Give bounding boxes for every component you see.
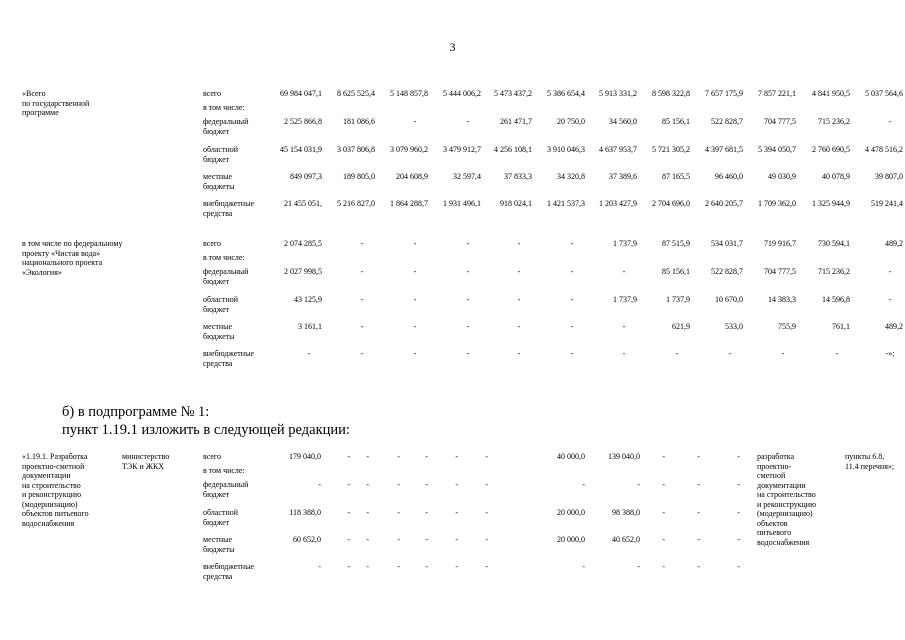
table-cell: 3 910 046,3 xyxy=(547,145,585,154)
table-cell: - xyxy=(347,452,350,461)
table-cell: 621,9 xyxy=(672,322,690,331)
table-cell: - xyxy=(425,535,428,544)
table-cell: - xyxy=(366,562,369,571)
table-cell: 39 807,0 xyxy=(875,172,903,181)
source-label: всего xyxy=(203,239,222,248)
table-cell: - xyxy=(517,322,521,331)
source-label: областной бюджет xyxy=(203,508,239,527)
table-cell: - xyxy=(737,508,740,517)
table-cell: 8 625 525,4 xyxy=(337,89,375,98)
table-cell: - xyxy=(781,349,785,358)
table-cell: 849 097,3 xyxy=(290,172,322,181)
table-cell: 45 154 031,9 xyxy=(280,145,322,154)
table-cell: 1 737,9 xyxy=(613,239,637,248)
block2-label: в том числе по федеральному проекту «Чистая вода» национального проекта «Экология» xyxy=(22,239,123,277)
table-cell: 1 931 496,1 xyxy=(443,199,481,208)
heading-line-2: пункт 1.19.1 изложить в следующей редакции: xyxy=(62,422,350,438)
table-cell: 534 031,7 xyxy=(711,239,743,248)
table-cell: 489,2 xyxy=(885,322,903,331)
source-label: всего xyxy=(203,89,222,98)
block1-label: «Всего по государственной программе xyxy=(22,89,90,117)
table-cell: 14 383,3 xyxy=(768,295,796,304)
table-cell: 715 236,2 xyxy=(818,117,850,126)
table-cell: - xyxy=(582,562,585,571)
source-label: областной бюджет xyxy=(203,145,239,164)
table-cell: 2 074 285,5 xyxy=(284,239,322,248)
table-cell: 1 737,9 xyxy=(613,295,637,304)
table-cell: 34 320,8 xyxy=(557,172,585,181)
table-cell: 85 156,1 xyxy=(662,267,690,276)
table-cell: - xyxy=(485,535,488,544)
table-cell: 7 657 175,9 xyxy=(705,89,743,98)
table-cell: 704 777,5 xyxy=(764,267,796,276)
table-cell: 761,1 xyxy=(832,322,850,331)
table-cell: - xyxy=(425,452,428,461)
table-cell: 7 857 221,1 xyxy=(758,89,796,98)
source-label: местные бюджеты xyxy=(203,535,235,554)
source-label: федеральный бюджет xyxy=(203,267,249,286)
table-cell: 49 030,9 xyxy=(768,172,796,181)
table-cell: 522 828,7 xyxy=(711,117,743,126)
source-label: всего xyxy=(203,452,222,461)
table-cell: - xyxy=(637,480,640,489)
table-cell: - xyxy=(366,480,369,489)
source-label: федеральный бюджет xyxy=(203,480,249,499)
result-label: разработка проектно- сметной документации на строительство и реконструкцию (модернизацию) объектов питьевого водоснабжения xyxy=(757,452,817,547)
table-cell: - xyxy=(366,508,369,517)
table-cell: 3 037 806,8 xyxy=(337,145,375,154)
table-cell: 1 421 537,3 xyxy=(547,199,585,208)
table-cell: 3 479 912,7 xyxy=(443,145,481,154)
table-cell: - xyxy=(737,480,740,489)
table-cell: - xyxy=(360,295,364,304)
table-cell: 2 760 690,5 xyxy=(812,145,850,154)
table-cell: 489,2 xyxy=(885,239,903,248)
table-cell: 5 386 654,4 xyxy=(547,89,585,98)
table-cell: 5 148 857,8 xyxy=(390,89,428,98)
table-cell: - xyxy=(697,480,700,489)
table-cell: - xyxy=(397,535,400,544)
table-cell: 43 125,9 xyxy=(294,295,322,304)
table-cell: 85 156,1 xyxy=(662,117,690,126)
table-cell: - xyxy=(662,452,665,461)
table-cell: - xyxy=(397,480,400,489)
table-cell: - xyxy=(455,480,458,489)
table-cell: - xyxy=(347,480,350,489)
table-cell: - xyxy=(517,349,521,358)
table-cell: - xyxy=(360,239,364,248)
source-label: внебюджетные средства xyxy=(203,562,254,581)
table-cell: - xyxy=(517,267,521,276)
table-cell: - xyxy=(622,322,626,331)
table-cell: - xyxy=(485,452,488,461)
table-cell: 5 913 331,2 xyxy=(599,89,637,98)
block3-label: «1.19.1. Разработка проектно-сметной документации на строительство и реконструкцию (модернизацию) объектов питьевого водоснабжения xyxy=(22,452,89,528)
table-cell: 519 241,4 xyxy=(871,199,903,208)
table-cell: - xyxy=(835,349,839,358)
table-cell: 533,0 xyxy=(725,322,743,331)
table-cell: 87 515,9 xyxy=(662,239,690,248)
table-cell: 1 709 362,0 xyxy=(758,199,796,208)
table-cell: 34 560,0 xyxy=(609,117,637,126)
table-cell: - xyxy=(637,562,640,571)
table-cell: 4 841 950,5 xyxy=(812,89,850,98)
table-cell: 139 040,0 xyxy=(608,452,640,461)
table-cell: 5 216 827,0 xyxy=(337,199,375,208)
table-cell: - xyxy=(466,349,470,358)
table-cell: - xyxy=(888,295,892,304)
table-cell: - xyxy=(485,562,488,571)
table-cell: 704 777,5 xyxy=(764,117,796,126)
table-cell: - xyxy=(570,322,574,331)
table-cell: 4 637 953,7 xyxy=(599,145,637,154)
table-cell: 69 984 047,1 xyxy=(280,89,322,98)
table-cell: 4 256 108,1 xyxy=(494,145,532,154)
table-cell: 14 596,8 xyxy=(822,295,850,304)
table-cell: - xyxy=(697,535,700,544)
table-cell: 37 389,6 xyxy=(609,172,637,181)
table-cell: 2 027 998,5 xyxy=(284,267,322,276)
table-cell: - xyxy=(425,480,428,489)
table-cell: - xyxy=(347,508,350,517)
table-cell: - xyxy=(413,322,417,331)
table-cell: - xyxy=(466,322,470,331)
table-cell: - xyxy=(697,562,700,571)
table-cell: - xyxy=(455,508,458,517)
table-cell: 20 000,0 xyxy=(557,508,585,517)
table-cell: - xyxy=(517,295,521,304)
table-cell: 5 473 437,2 xyxy=(494,89,532,98)
table-cell: - xyxy=(366,535,369,544)
table-cell: 522 828,7 xyxy=(711,267,743,276)
table-cell: - xyxy=(455,452,458,461)
table-cell: 40 000,0 xyxy=(557,452,585,461)
table-cell: 2 640 205,7 xyxy=(705,199,743,208)
table-cell: 918 024,1 xyxy=(500,199,532,208)
table-cell: - xyxy=(662,508,665,517)
source-label: внебюджетные средства xyxy=(203,199,254,218)
table-cell: - xyxy=(737,535,740,544)
table-cell: - xyxy=(455,562,458,571)
table-cell: - xyxy=(662,480,665,489)
table-cell: 98 388,0 xyxy=(612,508,640,517)
table-cell: - xyxy=(360,349,364,358)
table-cell: 3 161,1 xyxy=(298,322,322,331)
table-cell: 179 040,0 xyxy=(289,452,321,461)
table-cell: - xyxy=(318,562,321,571)
table-cell: - xyxy=(662,562,665,571)
table-cell: - xyxy=(697,452,700,461)
table-cell: 5 444 006,2 xyxy=(443,89,481,98)
table-cell: - xyxy=(662,535,665,544)
table-cell: - xyxy=(570,239,574,248)
table-cell: 20 000,0 xyxy=(557,535,585,544)
source-label: областной бюджет xyxy=(203,295,239,314)
table-cell: - xyxy=(307,349,311,358)
table-cell: - xyxy=(466,117,470,126)
table-cell: 40 078,9 xyxy=(822,172,850,181)
table-cell: - xyxy=(466,239,470,248)
table-cell: - xyxy=(413,295,417,304)
table-cell: -»; xyxy=(885,349,895,358)
table-cell: 3 079 960,2 xyxy=(390,145,428,154)
table-cell: - xyxy=(622,349,626,358)
table-cell: 4 397 681,5 xyxy=(705,145,743,154)
table-cell: - xyxy=(318,480,321,489)
table-cell: 719 916,7 xyxy=(764,239,796,248)
table-cell: 1 325 944,9 xyxy=(812,199,850,208)
executor-label: министерство ТЭК и ЖКХ xyxy=(122,452,170,471)
table-cell: 60 652,0 xyxy=(293,535,321,544)
table-cell: 5 037 564,6 xyxy=(865,89,903,98)
table-cell: - xyxy=(466,267,470,276)
table-cell: - xyxy=(697,508,700,517)
table-cell: - xyxy=(737,562,740,571)
table-cell: 10 670,0 xyxy=(715,295,743,304)
table-cell: 204 608,9 xyxy=(396,172,428,181)
table-cell: - xyxy=(397,452,400,461)
table-cell: - xyxy=(413,267,417,276)
table-cell: 21 455 051, xyxy=(284,199,322,208)
table-cell: 32 597,4 xyxy=(453,172,481,181)
table-cell: - xyxy=(360,322,364,331)
table-cell: 5 394 050,7 xyxy=(758,145,796,154)
table-cell: - xyxy=(737,452,740,461)
table-cell: - xyxy=(517,239,521,248)
table-cell: - xyxy=(728,349,732,358)
table-cell: - xyxy=(425,562,428,571)
table-cell: 87 165,5 xyxy=(662,172,690,181)
table-cell: - xyxy=(425,508,428,517)
source-label: местные бюджеты xyxy=(203,322,235,341)
table-cell: - xyxy=(466,295,470,304)
table-cell: - xyxy=(570,295,574,304)
table-cell: 181 086,6 xyxy=(343,117,375,126)
table-cell: - xyxy=(397,508,400,517)
table-cell: 96 460,0 xyxy=(715,172,743,181)
source-label: внебюджетные средства xyxy=(203,349,254,368)
table-cell: - xyxy=(360,267,364,276)
points-label: пункты 6.8, 11.4 перечня»; xyxy=(845,452,895,471)
heading-line-1: б) в подпрограмме № 1: xyxy=(62,404,210,420)
table-cell: - xyxy=(570,349,574,358)
table-cell: 118 388,0 xyxy=(289,508,321,517)
table-cell: - xyxy=(397,562,400,571)
table-cell: - xyxy=(582,480,585,489)
source-label: в том числе: xyxy=(203,103,245,112)
table-cell: - xyxy=(413,117,417,126)
table-cell: - xyxy=(366,452,369,461)
table-cell: - xyxy=(413,349,417,358)
table-cell: 2 525 866,8 xyxy=(284,117,322,126)
table-cell: 189 805,0 xyxy=(343,172,375,181)
source-label: в том числе: xyxy=(203,466,245,475)
source-label: в том числе: xyxy=(203,253,245,262)
table-cell: - xyxy=(347,535,350,544)
table-cell: 5 721 305,2 xyxy=(652,145,690,154)
table-cell: 4 478 516,2 xyxy=(865,145,903,154)
table-cell: 730 594,1 xyxy=(818,239,850,248)
table-cell: 2 704 696,0 xyxy=(652,199,690,208)
table-cell: 37 833,3 xyxy=(504,172,532,181)
table-cell: - xyxy=(888,267,892,276)
table-cell: 20 750,0 xyxy=(557,117,585,126)
table-cell: 261 471,7 xyxy=(500,117,532,126)
table-cell: 8 598 322,8 xyxy=(652,89,690,98)
table-cell: 1 737,9 xyxy=(666,295,690,304)
table-cell: 1 203 427,9 xyxy=(599,199,637,208)
table-cell: - xyxy=(570,267,574,276)
page-number: 3 xyxy=(449,40,456,54)
table-cell: - xyxy=(888,117,892,126)
table-cell: - xyxy=(485,480,488,489)
source-label: местные бюджеты xyxy=(203,172,235,191)
table-cell: 40 652,0 xyxy=(612,535,640,544)
table-cell: - xyxy=(455,535,458,544)
table-cell: - xyxy=(675,349,679,358)
table-cell: - xyxy=(347,562,350,571)
table-cell: 715 236,2 xyxy=(818,267,850,276)
table-cell: 1 864 288,7 xyxy=(390,199,428,208)
table-cell: - xyxy=(413,239,417,248)
table-cell: - xyxy=(485,508,488,517)
table-cell: 755,9 xyxy=(778,322,796,331)
table-cell: - xyxy=(622,267,626,276)
source-label: федеральный бюджет xyxy=(203,117,249,136)
